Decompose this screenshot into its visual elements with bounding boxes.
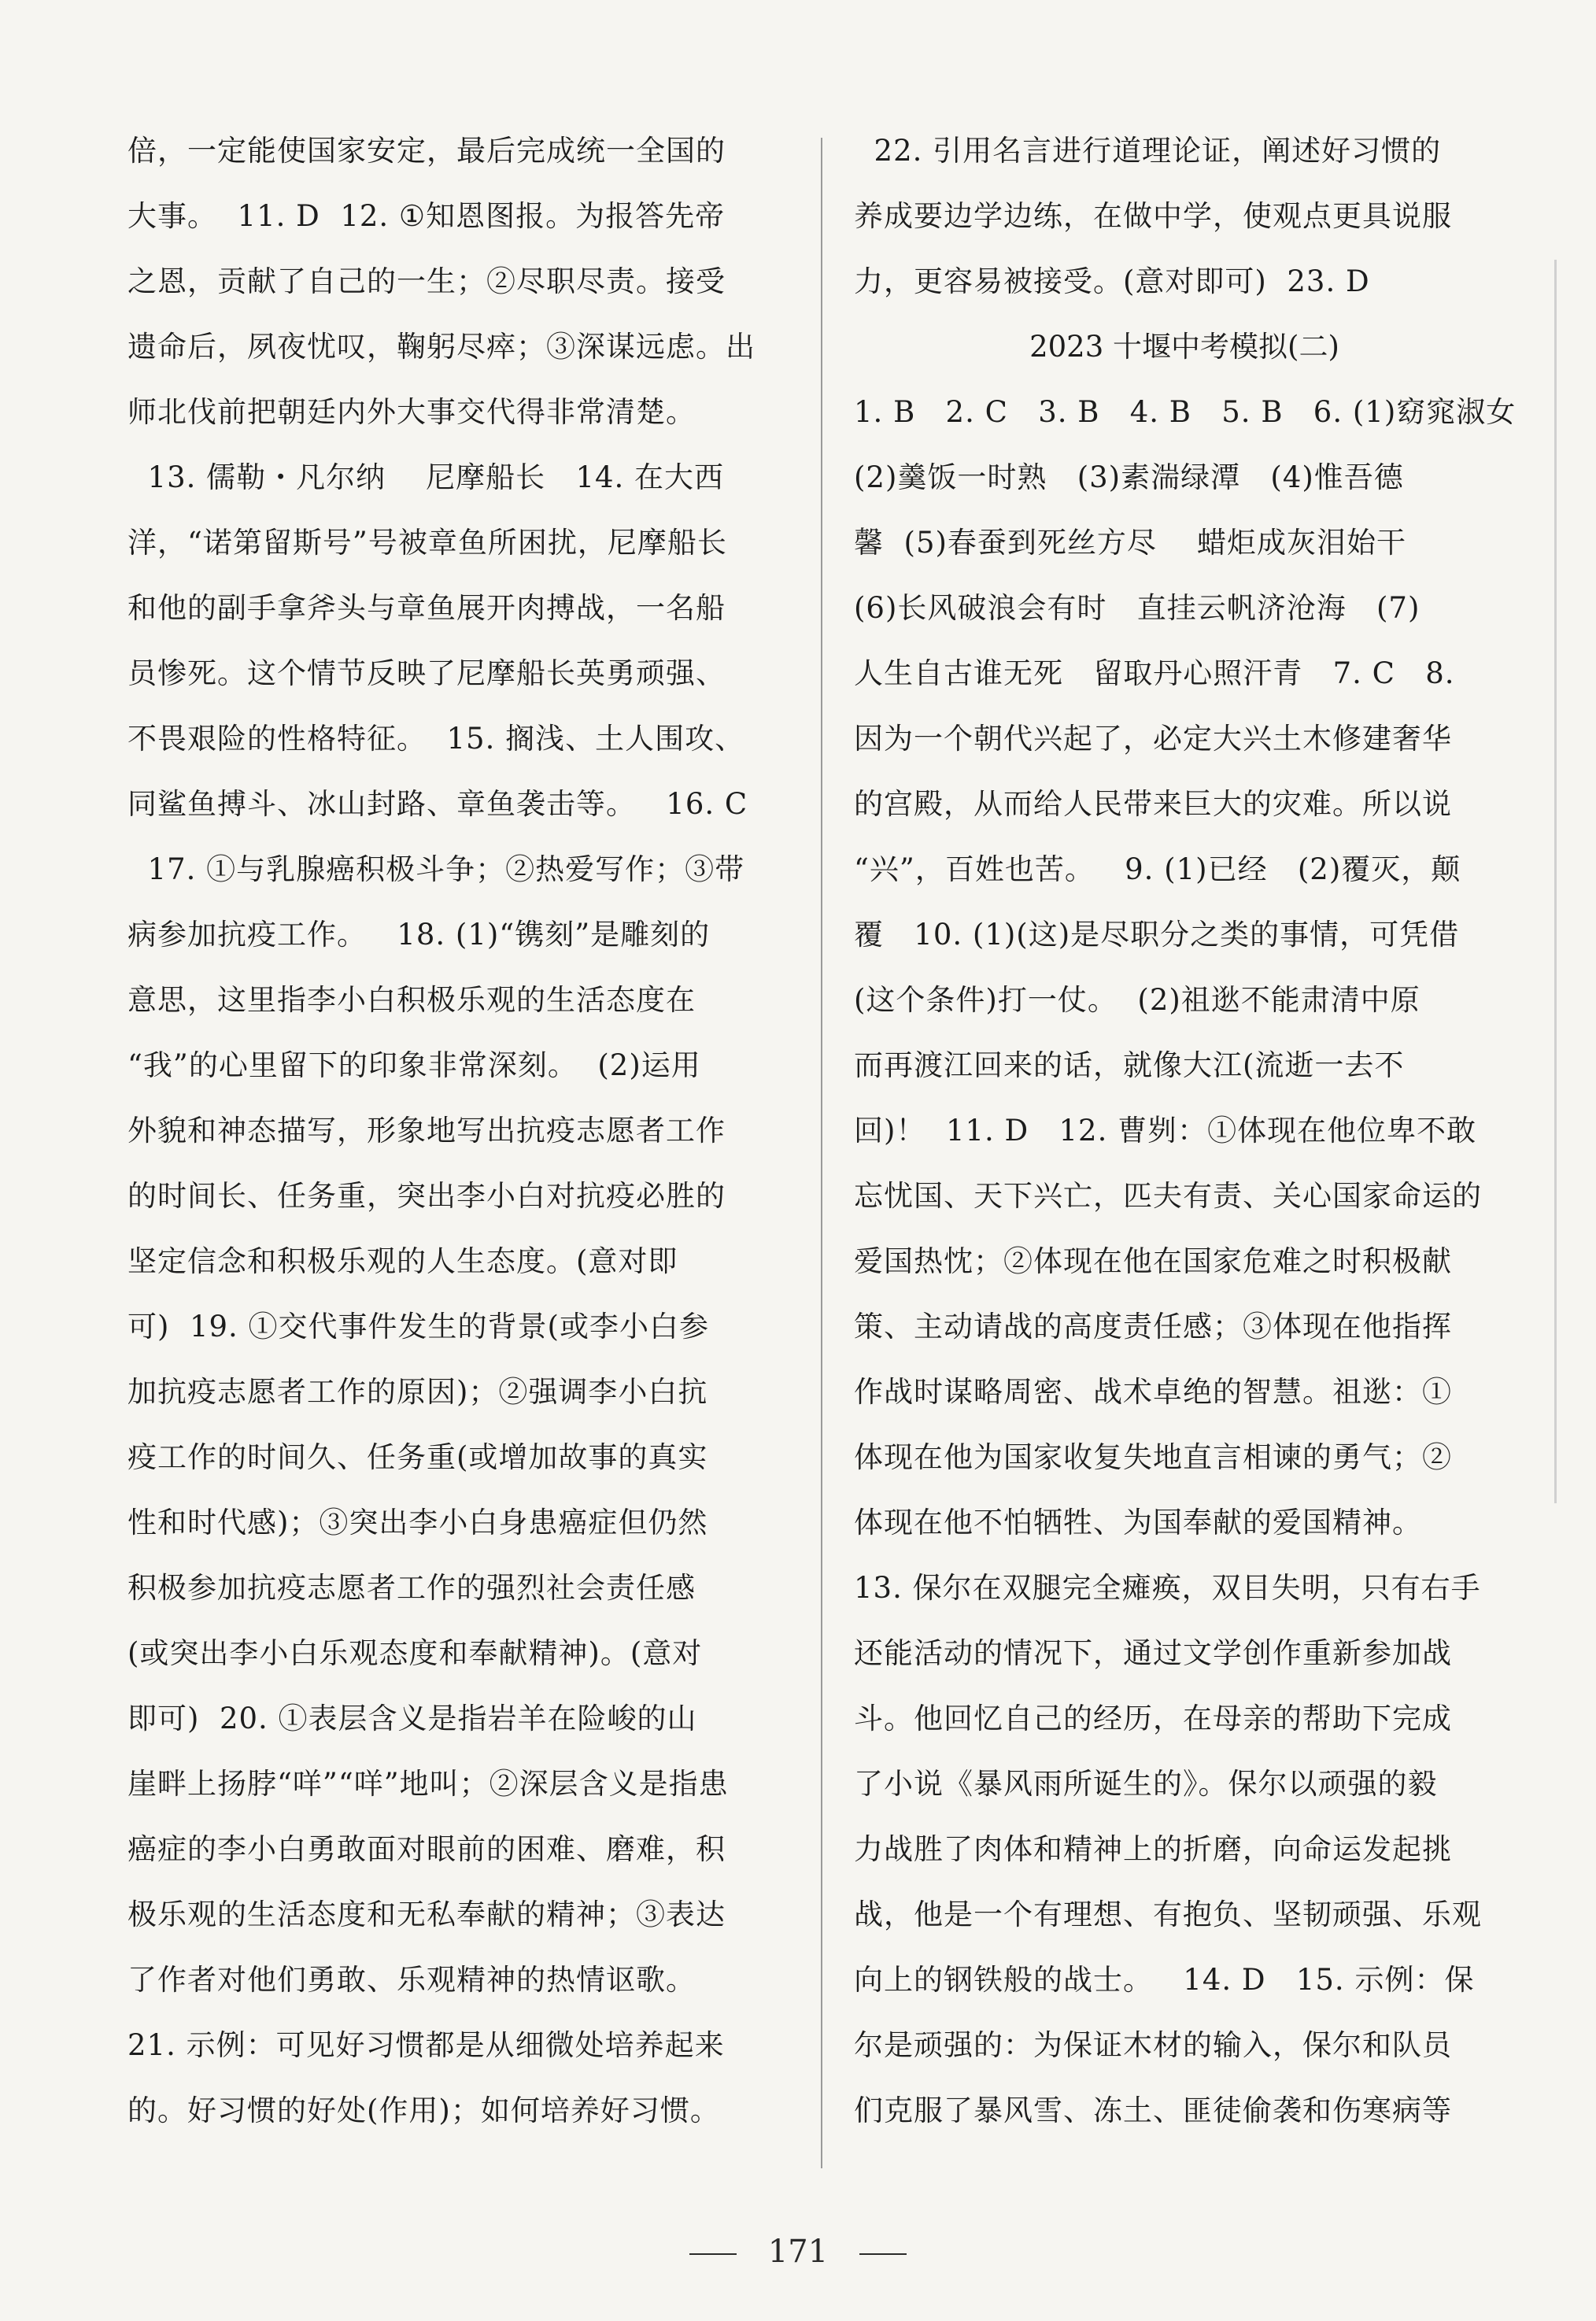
text-line: 爱国热忱；②体现在他在国家危难之时积极献: [854, 1244, 1452, 1278]
text-line: 13. 儒勒・凡尔纳 尼摩船长 14. 在大西: [127, 460, 725, 494]
page-footer: [0, 2234, 1596, 2270]
text-line: 的时间长、任务重，突出李小白对抗疫必胜的: [127, 1179, 726, 1213]
left-column: [127, 118, 789, 2143]
text-line: 22. 引用名言进行道理论证，阐述好习惯的: [854, 134, 1442, 168]
text-line: 大事。 11. D 12. ①知恩图报。为报答先帝: [127, 199, 726, 233]
text-line: 的。好习惯的好处(作用)；如何培养好习惯。: [127, 2094, 720, 2127]
text-line: (或突出李小白乐观态度和奉献精神)。(意对: [127, 1636, 703, 1670]
text-line: 覆 10. (1)(这)是尽职分之类的事情，可凭借: [854, 918, 1460, 952]
text-line: 崖畔上扬脖“咩”“咩”地叫；②深层含义是指患: [127, 1767, 729, 1801]
page-number: 171: [767, 2234, 829, 2270]
text-line: 员惨死。这个情节反映了尼摩船长英勇顽强、: [127, 656, 726, 690]
text-line: 性和时代感)；③突出李小白身患癌症但仍然: [127, 1506, 708, 1539]
text-line: 疫工作的时间久、任务重(或增加故事的真实: [127, 1440, 708, 1474]
text-line: 加抗疫志愿者工作的原因)；②强调李小白抗: [127, 1375, 708, 1409]
text-line: 和他的副手拿斧头与章鱼展开肉搏战，一名船: [127, 591, 726, 625]
text-line: 洋，“诺第留斯号”号被章鱼所困扰，尼摩船长: [127, 526, 727, 560]
text-line: 体现在他不怕牺牲、为国奉献的爱国精神。: [854, 1506, 1422, 1539]
text-line: 力战胜了肉体和精神上的折磨，向命运发起挑: [854, 1832, 1452, 1866]
text-line: 们克服了暴风雪、冻土、匪徒偷袭和伤寒病等: [854, 2094, 1452, 2127]
right-column-body: [854, 379, 1515, 2143]
text-line: 坚定信念和积极乐观的人生态度。(意对即: [127, 1244, 678, 1278]
text-line: 意思，这里指李小白积极乐观的生活态度在: [127, 983, 696, 1017]
footer-dash-right: [859, 2253, 907, 2255]
text-line: 忘忧国、天下兴亡，匹夫有责、关心国家命运的: [854, 1179, 1482, 1213]
text-line: (这个条件)打一仗。 (2)祖逖不能肃清中原: [854, 983, 1421, 1017]
text-line: 作战时谋略周密、战术卓绝的智慧。祖逖：①: [854, 1375, 1452, 1409]
text-line: “兴”，百姓也苦。 9. (1)已经 (2)覆灭，颠: [854, 852, 1461, 886]
text-line: 回)！ 11. D 12. 曹刿：①体现在他位卑不敢: [854, 1114, 1477, 1148]
text-line: 尔是顽强的：为保证木材的输入，保尔和队员: [854, 2028, 1452, 2062]
text-line: 积极参加抗疫志愿者工作的强烈社会责任感: [127, 1571, 696, 1605]
text-line: 了作者对他们勇敢、乐观精神的热情讴歌。: [127, 1963, 696, 1997]
text-line: “我”的心里留下的印象非常深刻。 (2)运用: [127, 1048, 701, 1082]
text-line: (6)长风破浪会有时 直挂云帆济沧海 (7): [854, 591, 1421, 625]
right-column-intro: [854, 118, 1515, 314]
text-line: 向上的钢铁般的战士。 14. D 15. 示例：保: [854, 1963, 1475, 1997]
text-line: 13. 保尔在双腿完全瘫痪，双目失明，只有右手: [854, 1571, 1481, 1605]
text-line: 的宫殿，从而给人民带来巨大的灾难。所以说: [854, 787, 1452, 821]
text-line: 癌症的李小白勇敢面对眼前的困难、磨难，积: [127, 1832, 726, 1866]
text-line: 17. ①与乳腺癌积极斗争；②热爱写作；③带: [127, 852, 745, 886]
text-line: (2)羹饭一时熟 (3)素湍绿潭 (4)惟吾德: [854, 460, 1404, 494]
text-line: 养成要边学边练，在做中学，使观点更具说服: [854, 199, 1452, 233]
text-line: 了小说《暴风雨所诞生的》。保尔以顽强的毅: [854, 1767, 1438, 1801]
right-column: [854, 118, 1515, 2143]
text-line: 21. 示例：可见好习惯都是从细微处培养起来: [127, 2028, 725, 2062]
text-line: 即可) 20. ①表层含义是指岩羊在险峻的山: [127, 1702, 697, 1735]
text-line: 遗命后，夙夜忧叹，鞠躬尽瘁；③深谋远虑。出: [127, 330, 756, 364]
margin-rule: [1554, 260, 1557, 1503]
text-line: 策、主动请战的高度责任感；③体现在他指挥: [854, 1310, 1452, 1343]
column-divider: [821, 138, 822, 2168]
text-line: 体现在他为国家收复失地直言相谏的勇气；②: [854, 1440, 1452, 1474]
text-line: 可) 19. ①交代事件发生的背景(或李小白参: [127, 1310, 709, 1343]
text-line: 病参加抗疫工作。 18. (1)“镌刻”是雕刻的: [127, 918, 711, 952]
text-line: 因为一个朝代兴起了，必定大兴土木修建奢华: [854, 722, 1452, 756]
text-line: 战，他是一个有理想、有抱负、坚韧顽强、乐观: [854, 1898, 1482, 1931]
footer-dash-left: [689, 2253, 737, 2255]
text-line: 还能活动的情况下，通过文学创作重新参加战: [854, 1636, 1452, 1670]
text-line: 而再渡江回来的话，就像大江(流逝一去不: [854, 1048, 1405, 1082]
text-line: 同鲨鱼搏斗、冰山封路、章鱼袭击等。 16. C: [127, 787, 748, 821]
text-line: 师北伐前把朝廷内外大事交代得非常清楚。: [127, 395, 696, 429]
text-line: 馨 (5)春蚕到死丝方尽 蜡炬成灰泪始干: [854, 526, 1406, 560]
text-line: 之恩，贡献了自己的一生；②尽职尽责。接受: [127, 264, 726, 298]
text-line: 极乐观的生活态度和无私奉献的精神；③表达: [127, 1898, 726, 1931]
text-line: 斗。他回忆自己的经历，在母亲的帮助下完成: [854, 1702, 1452, 1735]
text-line: 人生自古谁无死 留取丹心照汗青 7. C 8.: [854, 656, 1455, 690]
text-line: 不畏艰险的性格特征。 15. 搁浅、土人围攻、: [127, 722, 745, 756]
text-line: 力，更容易被接受。(意对即可) 23. D: [854, 264, 1370, 298]
section-title: 2023 十堰中考模拟(二): [1029, 330, 1339, 364]
text-line: 外貌和神态描写，形象地写出抗疫志愿者工作: [127, 1114, 726, 1148]
text-line: 1. B 2. C 3. B 4. B 5. B 6. (1)窈窕淑女: [854, 395, 1517, 429]
text-line: 倍，一定能使国家安定，最后完成统一全国的: [127, 134, 726, 168]
